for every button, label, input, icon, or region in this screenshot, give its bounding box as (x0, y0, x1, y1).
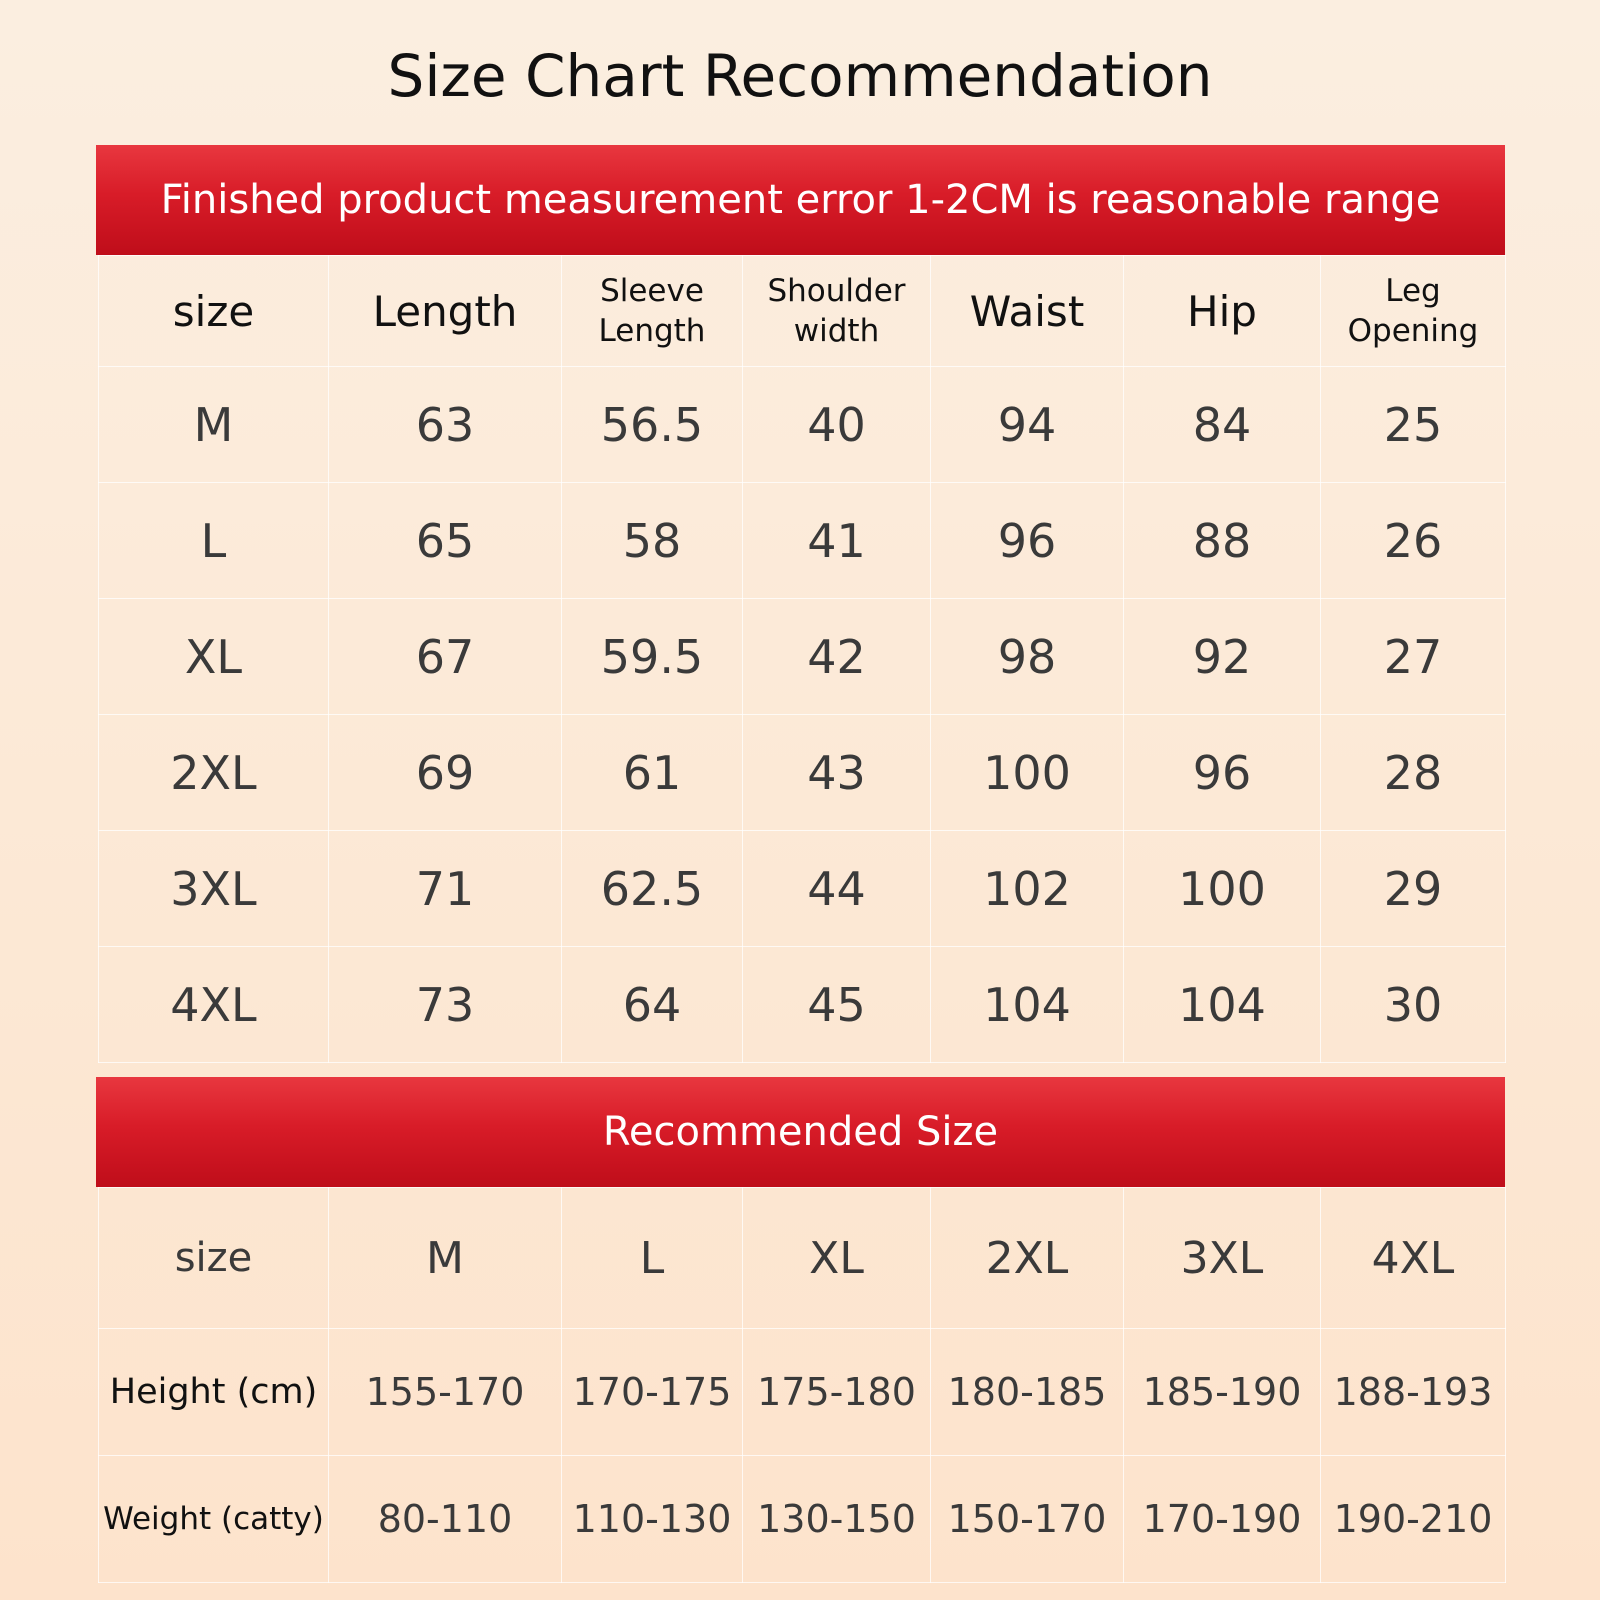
header-sleeve-length: Sleeve Length (562, 256, 743, 367)
table-cell: 43 (743, 715, 931, 831)
table-cell: 69 (329, 715, 562, 831)
table-cell: 100 (1124, 831, 1321, 947)
weight-row (99, 1456, 1506, 1583)
table-cell: 190-210 (1321, 1456, 1506, 1583)
table-cell: 44 (743, 831, 931, 947)
table-cell: 73 (329, 947, 562, 1063)
table-cell: 71 (329, 831, 562, 947)
table-cell: 104 (1124, 947, 1321, 1063)
header-size-3xl: 3XL (1124, 1188, 1321, 1329)
table-cell: 59.5 (562, 599, 743, 715)
table-cell: 185-190 (1124, 1329, 1321, 1456)
table-cell: 63 (329, 367, 562, 483)
size-cell: XL (99, 599, 329, 715)
table-cell: 188-193 (1321, 1329, 1506, 1456)
height-label: Height (cm) (99, 1329, 329, 1456)
table-cell: 94 (931, 367, 1124, 483)
size-cell: L (99, 483, 329, 599)
table-cell: 175-180 (743, 1329, 931, 1456)
table-cell: 155-170 (329, 1329, 562, 1456)
table-cell: 27 (1321, 599, 1506, 715)
recommended-header-row (99, 1188, 1506, 1329)
table-row (99, 599, 1506, 715)
size-cell: 4XL (99, 947, 329, 1063)
size-cell: 3XL (99, 831, 329, 947)
table-cell: 61 (562, 715, 743, 831)
table-row (99, 367, 1506, 483)
size-cell: 2XL (99, 715, 329, 831)
table-cell: 104 (931, 947, 1124, 1063)
header-leg-opening: Leg Opening (1321, 256, 1506, 367)
table-cell: 40 (743, 367, 931, 483)
recommended-size-banner: Recommended Size (96, 1077, 1505, 1187)
measurement-table (98, 255, 1506, 1063)
table-cell: 150-170 (931, 1456, 1124, 1583)
table-cell: 88 (1124, 483, 1321, 599)
measurement-header-row (99, 256, 1506, 367)
table-cell: 26 (1321, 483, 1506, 599)
header-size-4xl: 4XL (1321, 1188, 1506, 1329)
size-cell: M (99, 367, 329, 483)
header-shoulder-width: Shoulder width (743, 256, 931, 367)
header-size-xl: XL (743, 1188, 931, 1329)
table-cell: 100 (931, 715, 1124, 831)
table-cell: 84 (1124, 367, 1321, 483)
measurement-error-banner: Finished product measurement error 1-2CM is reasonable range (96, 145, 1505, 255)
table-cell: 92 (1124, 599, 1321, 715)
table-cell: 98 (931, 599, 1124, 715)
table-cell: 80-110 (329, 1456, 562, 1583)
weight-label: Weight (catty) (99, 1456, 329, 1583)
table-row (99, 483, 1506, 599)
table-cell: 25 (1321, 367, 1506, 483)
header-size-m: M (329, 1188, 562, 1329)
table-row (99, 947, 1506, 1063)
height-row (99, 1329, 1506, 1456)
table-cell: 180-185 (931, 1329, 1124, 1456)
table-row (99, 831, 1506, 947)
table-cell: 170-190 (1124, 1456, 1321, 1583)
table-row (99, 715, 1506, 831)
table-cell: 62.5 (562, 831, 743, 947)
recommended-size-table (98, 1187, 1506, 1583)
header-waist: Waist (931, 256, 1124, 367)
table-cell: 56.5 (562, 367, 743, 483)
table-cell: 42 (743, 599, 931, 715)
table-cell: 170-175 (562, 1329, 743, 1456)
table-cell: 102 (931, 831, 1124, 947)
table-cell: 96 (931, 483, 1124, 599)
table-cell: 110-130 (562, 1456, 743, 1583)
page-title: Size Chart Recommendation (387, 42, 1213, 110)
table-cell: 28 (1321, 715, 1506, 831)
header-length: Length (329, 256, 562, 367)
table-cell: 30 (1321, 947, 1506, 1063)
table-cell: 41 (743, 483, 931, 599)
table-cell: 45 (743, 947, 931, 1063)
table-cell: 65 (329, 483, 562, 599)
header-hip: Hip (1124, 256, 1321, 367)
table-cell: 130-150 (743, 1456, 931, 1583)
table-cell: 96 (1124, 715, 1321, 831)
table-cell: 29 (1321, 831, 1506, 947)
header-size-2xl: 2XL (931, 1188, 1124, 1329)
header-size: size (99, 256, 329, 367)
table-cell: 64 (562, 947, 743, 1063)
header-size-l: L (562, 1188, 743, 1329)
table-cell: 67 (329, 599, 562, 715)
table-cell: 58 (562, 483, 743, 599)
header-size: size (99, 1188, 329, 1329)
